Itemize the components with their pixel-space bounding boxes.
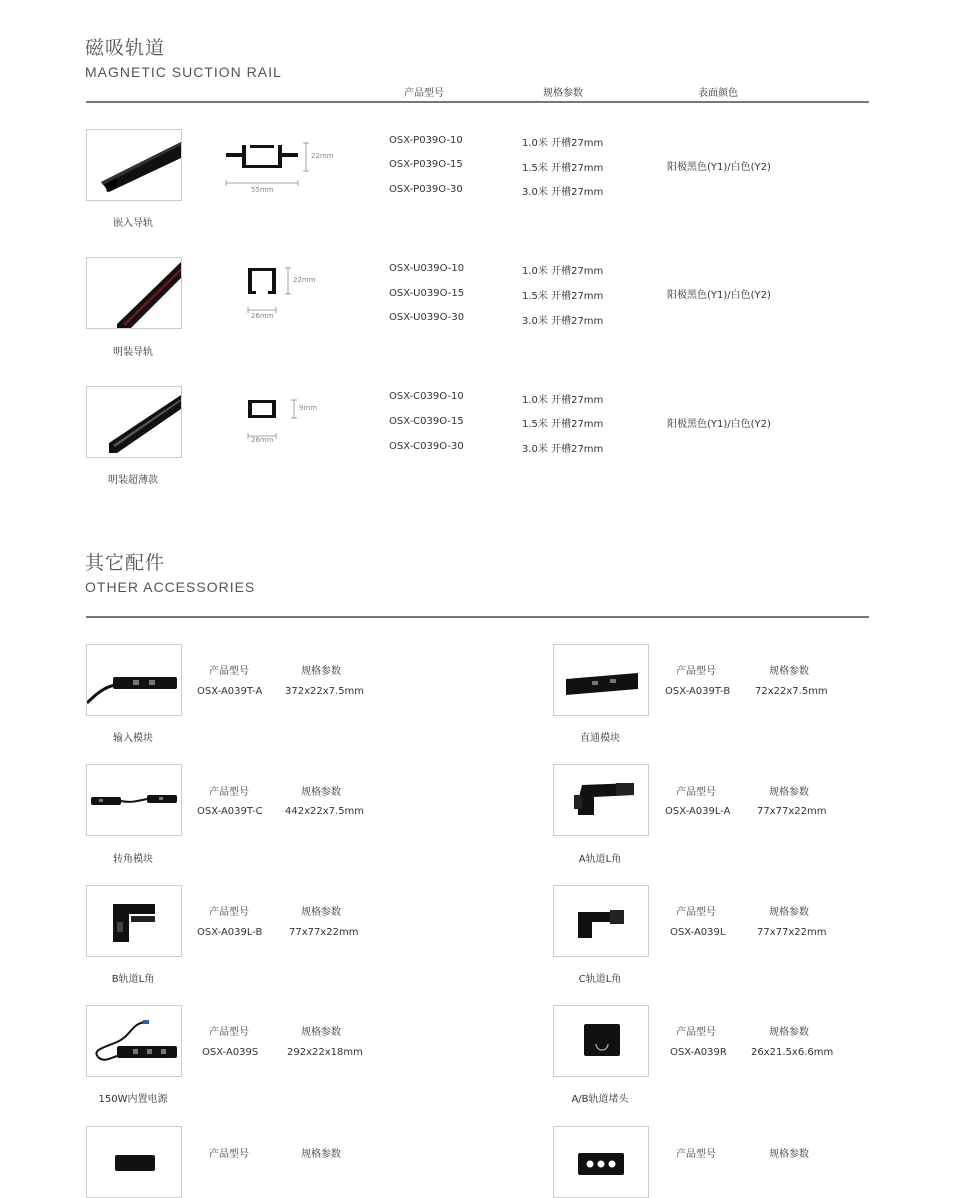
accessory-spec: 72x22x7.5mm <box>755 686 828 697</box>
rail-model: OSX-U039O-30 <box>389 312 465 323</box>
rail-spec: 1.5米 开槽27mm <box>522 419 604 430</box>
rail-image-surface <box>86 257 182 329</box>
dim-width-label: 55mm <box>251 186 274 194</box>
accessory-header-spec: 规格参数 <box>301 1027 341 1038</box>
accessory-header-spec: 规格参数 <box>301 666 341 677</box>
accessory-name: A/B轨道堵头 <box>571 1094 629 1105</box>
rail-model: OSX-P039O-15 <box>389 159 463 170</box>
accessory-spec: 292x22x18mm <box>287 1047 363 1058</box>
accessory-header-model: 产品型号 <box>209 1149 249 1160</box>
accessory-name: 150W内置电源 <box>98 1094 168 1105</box>
rail-spec: 1.5米 开槽27mm <box>522 291 604 302</box>
end-cap-icon <box>554 1006 648 1076</box>
accessory-spec: 26x21.5x6.6mm <box>751 1047 834 1058</box>
accessory-model: OSX-A039S <box>202 1047 259 1058</box>
accessory-header-model: 产品型号 <box>676 1027 716 1038</box>
accessory-image <box>553 1126 649 1198</box>
rail-name-recessed: 嵌入导轨 <box>113 218 153 229</box>
accessory-model: OSX-A039R <box>670 1047 727 1058</box>
dim-height-label: 9mm <box>299 404 318 412</box>
rail-name-slim: 明装超薄款 <box>108 475 158 486</box>
accessories-section-title-cn: 其它配件 <box>85 552 166 574</box>
rail-spec: 1.0米 开槽27mm <box>522 395 604 406</box>
accessory-image <box>86 885 182 957</box>
accessory-name: C轨道L角 <box>578 974 622 985</box>
connector-block-icon <box>554 1127 648 1197</box>
accessory-header-spec: 规格参数 <box>301 787 341 798</box>
accessory-spec: 77x77x22mm <box>289 927 359 938</box>
accessory-spec: 372x22x7.5mm <box>285 686 365 697</box>
accessory-header-model: 产品型号 <box>676 907 716 918</box>
accessory-model: OSX-A039T-A <box>197 686 263 697</box>
accessory-model: OSX-A039L <box>670 927 726 938</box>
l-corner-c-icon <box>554 886 648 956</box>
accessory-image <box>553 644 649 716</box>
surface-rail-icon <box>87 258 181 328</box>
rail-spec: 1.0米 开槽27mm <box>522 266 604 277</box>
end-piece-icon <box>87 1127 181 1197</box>
accessory-header-model: 产品型号 <box>676 666 716 677</box>
accessory-header-model: 产品型号 <box>209 666 249 677</box>
accessory-spec: 77x77x22mm <box>757 806 827 817</box>
dim-width-label: 26mm <box>251 312 274 320</box>
accessory-name: B轨道L角 <box>111 974 155 985</box>
header-spec: 规格参数 <box>543 88 583 99</box>
accessory-header-model: 产品型号 <box>676 787 716 798</box>
rail-header-rule <box>86 101 869 103</box>
accessory-header-model: 产品型号 <box>676 1149 716 1160</box>
accessory-image <box>86 1005 182 1077</box>
accessory-image <box>86 1126 182 1198</box>
rail-model: OSX-C039O-15 <box>389 416 464 427</box>
rail-model: OSX-P039O-30 <box>389 184 463 195</box>
rail-spec: 3.0米 开槽27mm <box>522 444 604 455</box>
accessory-image <box>86 644 182 716</box>
rail-spec: 3.0米 开槽27mm <box>522 316 604 327</box>
header-model: 产品型号 <box>404 88 444 99</box>
recessed-rail-icon <box>87 130 181 200</box>
rail-model: OSX-U039O-15 <box>389 288 465 299</box>
rail-image-recessed <box>86 129 182 201</box>
accessory-spec: 442x22x7.5mm <box>285 806 365 817</box>
rail-spec: 1.0米 开槽27mm <box>522 138 604 149</box>
rail-image-slim <box>86 386 182 458</box>
rail-color: 阳极黑色(Y1)/白色(Y2) <box>667 162 771 173</box>
rail-model: OSX-C039O-10 <box>389 391 464 402</box>
dim-height-label: 22mm <box>293 276 316 284</box>
dim-width-label: 26mm <box>251 436 274 444</box>
rail-color: 阳极黑色(Y1)/白色(Y2) <box>667 290 771 301</box>
accessory-header-model: 产品型号 <box>209 787 249 798</box>
rail-model: OSX-U039O-10 <box>389 263 465 274</box>
accessory-header-spec: 规格参数 <box>301 907 341 918</box>
accessories-rule <box>86 616 869 618</box>
accessory-name: 输入模块 <box>113 733 153 744</box>
rail-section-title-en: MAGNETIC SUCTION RAIL <box>85 64 282 80</box>
accessory-header-model: 产品型号 <box>209 907 249 918</box>
input-module-icon <box>87 645 181 715</box>
accessory-header-spec: 规格参数 <box>769 787 809 798</box>
rail-model: OSX-P039O-10 <box>389 135 463 146</box>
rail-color: 阳极黑色(Y1)/白色(Y2) <box>667 419 771 430</box>
l-corner-b-icon <box>87 886 181 956</box>
rail-model: OSX-C039O-30 <box>389 441 464 452</box>
header-color: 表面颜色 <box>698 88 738 99</box>
accessory-model: OSX-A039L-A <box>665 806 731 817</box>
accessory-header-spec: 规格参数 <box>769 1027 809 1038</box>
accessory-model: OSX-A039T-B <box>665 686 731 697</box>
accessory-spec: 77x77x22mm <box>757 927 827 938</box>
accessory-name: A轨道L角 <box>578 854 622 865</box>
rail-spec: 1.5米 开槽27mm <box>522 163 604 174</box>
accessory-header-spec: 规格参数 <box>301 1149 341 1160</box>
accessory-image <box>553 1005 649 1077</box>
accessory-name: 直通模块 <box>580 733 620 744</box>
accessory-header-model: 产品型号 <box>209 1027 249 1038</box>
accessory-model: OSX-A039L-B <box>197 927 263 938</box>
accessory-header-spec: 规格参数 <box>769 907 809 918</box>
straight-module-icon <box>554 645 648 715</box>
accessory-model: OSX-A039T-C <box>197 806 263 817</box>
accessory-image <box>553 764 649 836</box>
l-corner-a-icon <box>554 765 648 835</box>
corner-module-icon <box>87 765 181 835</box>
accessories-section-title-en: OTHER ACCESSORIES <box>85 579 256 595</box>
accessory-header-spec: 规格参数 <box>769 666 809 677</box>
rail-spec: 3.0米 开槽27mm <box>522 187 604 198</box>
slim-rail-icon <box>87 387 181 457</box>
accessory-image <box>553 885 649 957</box>
rail-section-title-cn: 磁吸轨道 <box>85 37 166 59</box>
accessory-image <box>86 764 182 836</box>
dim-height-label: 22mm <box>311 152 334 160</box>
power-supply-icon <box>87 1006 181 1076</box>
accessory-header-spec: 规格参数 <box>769 1149 809 1160</box>
accessory-name: 转角模块 <box>113 854 153 865</box>
rail-name-surface: 明装导轨 <box>113 347 153 358</box>
